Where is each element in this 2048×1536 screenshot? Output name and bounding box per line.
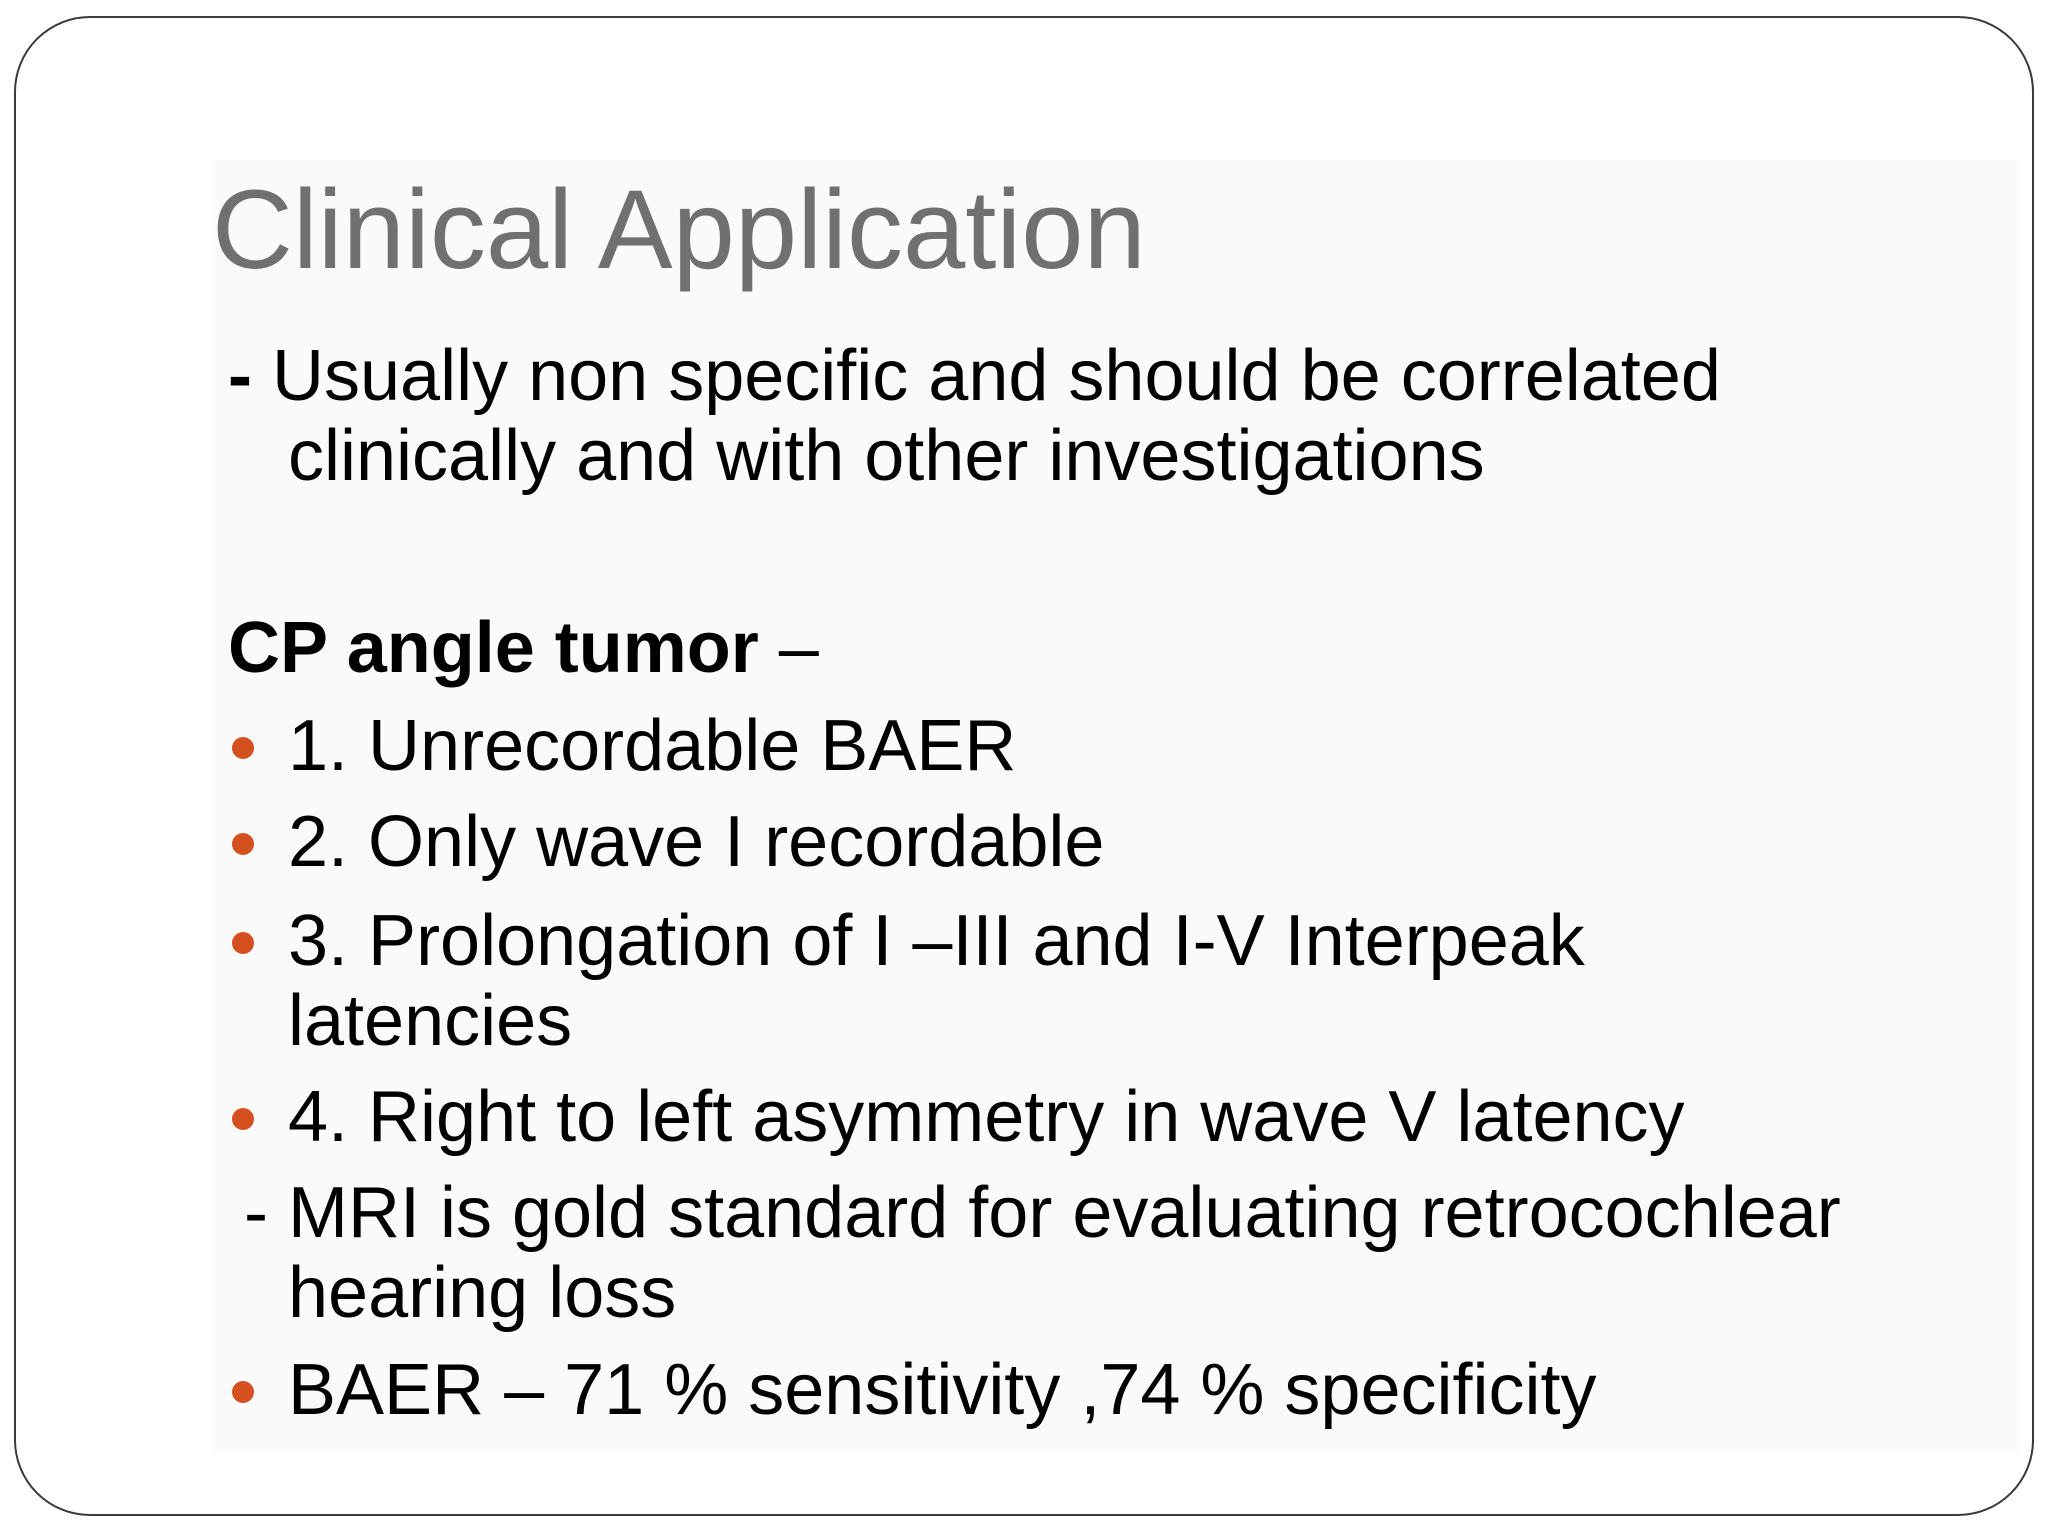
section-heading-dash: – [758,608,819,688]
mri-note-line-1: - MRI is gold standard for evaluating retrocochlear [244,1173,1841,1253]
bullet-dot-icon [232,1381,254,1403]
bullet-3-line-2: latencies [288,981,573,1061]
mri-note-line-2: hearing loss [288,1253,677,1333]
section-heading-bold: CP angle tumor [228,608,759,688]
intro-text-1: Usually non specific and should be correlated [272,336,1721,416]
intro-line-1 [228,336,1721,416]
intro-dash: - [228,336,252,416]
intro-line-2: clinically and with other investigations [288,416,1485,496]
bullet-3-line-1: 3. Prolongation of I –III and I-V Interpeak [288,901,1585,981]
bullet-dot-icon [232,833,254,855]
section-heading [228,608,819,688]
slide-title: Clinical Application [212,167,1146,292]
bullet-dot-icon [232,932,254,954]
bullet-dot-icon [232,737,254,759]
bullet-4: 4. Right to left asymmetry in wave V latency [288,1077,1685,1157]
baer-stats-bullet: BAER – 71 % sensitivity ,74 % specificity [288,1350,1597,1430]
bullet-dot-icon [232,1108,254,1130]
bullet-2: 2. Only wave I recordable [288,802,1105,882]
bullet-1: 1. Unrecordable BAER [288,706,1017,786]
